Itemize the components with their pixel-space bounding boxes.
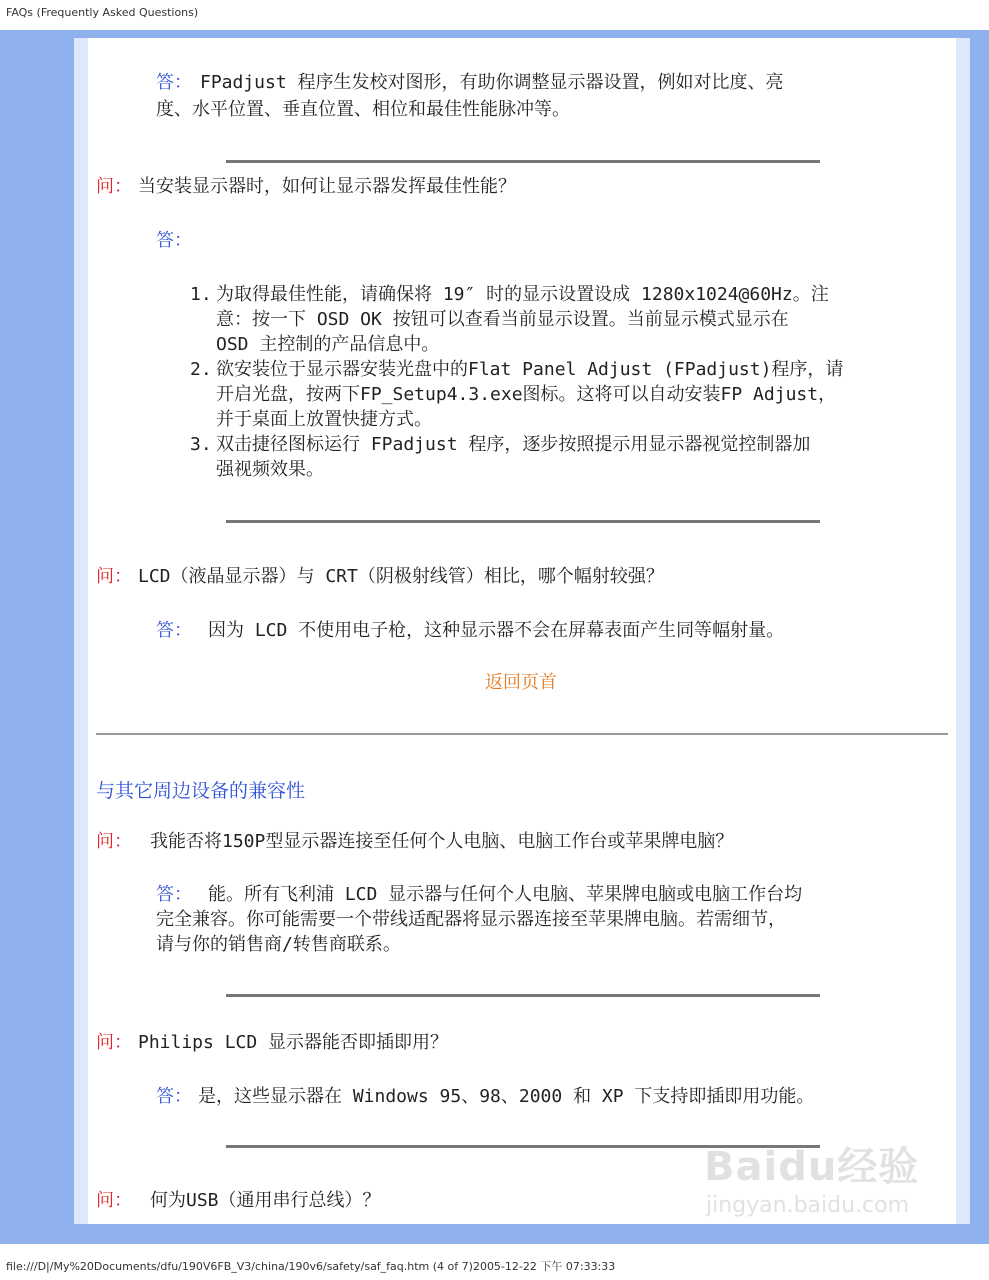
faq1-answer-line1: FPadjust 程序生发校对图形，有助你调整显示器设置，例如对比度、亮: [200, 72, 784, 93]
list-item: [190, 357, 890, 432]
faq2-answer-label: 答：: [156, 230, 192, 251]
faq2-steps-list: [190, 282, 890, 482]
header-title: FAQs (Frequently Asked Questions): [6, 6, 199, 19]
step-line: 欲安装位于显示器安装光盘中的Flat Panel Adjust (FPadjust)程序，请: [216, 359, 844, 380]
step-number: 3.: [190, 434, 212, 455]
footer-path: file:///D|/My%20Documents/dfu/190V6FB_V3/china/190v6/safety/saf_faq.htm (4 of 7)2005-12-22 下午 07:33:33: [6, 1260, 616, 1273]
list-item: [190, 432, 890, 482]
step-line: 并于桌面上放置快捷方式。: [216, 409, 432, 430]
step-line: OSD 主控制的产品信息中。: [216, 334, 440, 355]
faq2-question-label: 问：: [96, 176, 132, 197]
faq4-question-text: 我能否将150P型显示器连接至任何个人电脑、电脑工作台或苹果牌电脑？: [150, 831, 734, 852]
step-number: 1.: [190, 284, 212, 305]
faq4-question-label: 问：: [96, 831, 132, 852]
separator: [226, 994, 820, 997]
faq4-answer-line2: 完全兼容。你可能需要一个带线适配器将显示器连接至苹果牌电脑。若需细节，: [156, 909, 786, 930]
step-line: 意：按一下 OSD OK 按钮可以查看当前显示设置。当前显示模式显示在: [216, 309, 789, 330]
watermark-url: jingyan.baidu.com: [706, 1193, 910, 1218]
faq5-question-label: 问：: [96, 1032, 132, 1053]
faq1-answer-line2: 度、水平位置、垂直位置、相位和最佳性能脉冲等。: [156, 99, 570, 120]
list-item: [190, 282, 890, 357]
faq5-answer-label: 答：: [156, 1086, 192, 1107]
faq4-answer-label: 答：: [156, 884, 192, 905]
separator: [226, 160, 820, 163]
faq4-answer-line1: 能。所有飞利浦 LCD 显示器与任何个人电脑、苹果牌电脑或电脑工作台均: [208, 884, 803, 905]
faq3-question-text: LCD（液晶显示器）与 CRT（阴极射线管）相比，哪个幅射较强？: [138, 566, 664, 587]
back-to-top-link[interactable]: 返回页首: [485, 672, 557, 693]
faq5-answer-text: 是，这些显示器在 Windows 95、98、2000 和 XP 下支持即插即用功能。: [198, 1086, 815, 1107]
faq3-answer-label: 答：: [156, 620, 192, 641]
faq6-question-label: 问：: [96, 1190, 132, 1211]
faq4-answer-line3: 请与你的销售商/转售商联系。: [156, 934, 401, 955]
step-line: 双击捷径图标运行 FPadjust 程序，逐步按照提示用显示器视觉控制器加: [216, 434, 811, 455]
section-divider: [96, 733, 948, 735]
faq3-question-label: 问：: [96, 566, 132, 587]
section-title: 与其它周边设备的兼容性: [96, 780, 306, 802]
baidu-watermark: [700, 1135, 940, 1235]
step-line: 为取得最佳性能，请确保将 19″ 时的显示设置设成 1280x1024@60Hz。注: [216, 284, 829, 305]
step-number: 2.: [190, 359, 212, 380]
step-line: 开启光盘，按两下FP_Setup4.3.exe图标。这将可以自动安装FP Adjust，: [216, 384, 837, 405]
faq5-question-text: Philips LCD 显示器能否即插即用？: [138, 1032, 449, 1053]
print-footer: [0, 1244, 989, 1280]
watermark-logo-text: Baidu经验: [704, 1144, 920, 1190]
faq2-question-text: 当安装显示器时，如何让显示器发挥最佳性能？: [138, 176, 516, 197]
faq6-question-text: 何为USB（通用串行总线）？: [150, 1190, 381, 1211]
step-line: 强视频效果。: [216, 459, 324, 480]
faq1-answer-label: 答：: [156, 72, 192, 93]
faq3-answer-text: 因为 LCD 不使用电子枪，这种显示器不会在屏幕表面产生同等幅射量。: [208, 620, 785, 641]
print-header: [0, 0, 989, 30]
separator: [226, 520, 820, 523]
